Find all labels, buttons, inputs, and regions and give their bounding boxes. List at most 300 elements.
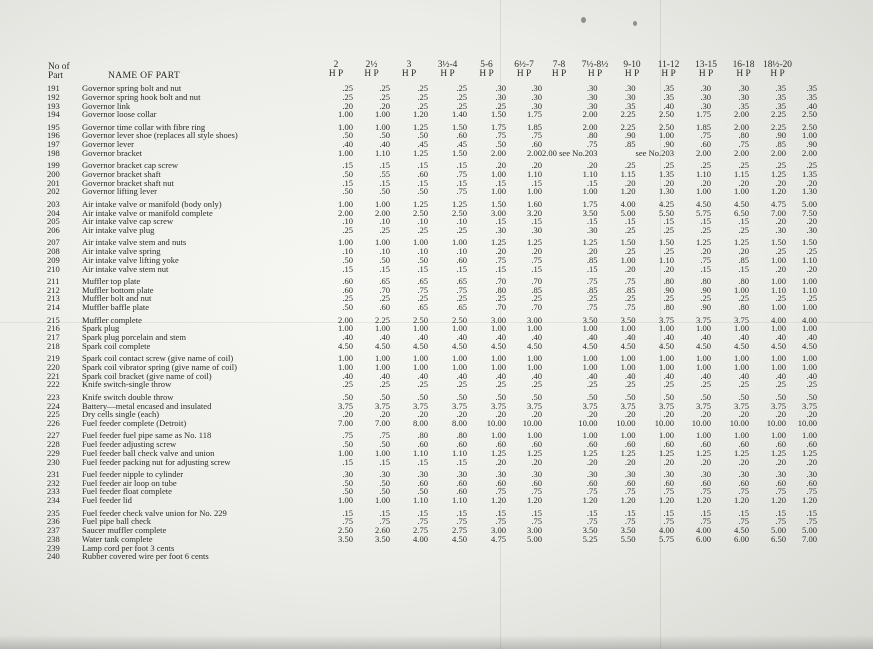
price-cell: 1.25	[413, 121, 428, 132]
price-cell: .65	[456, 275, 467, 286]
price-cell: 1.75	[491, 121, 506, 132]
price-cell: .50	[806, 391, 817, 402]
price-cell	[636, 544, 674, 553]
price-cell: 1.25	[771, 447, 786, 458]
size-header-unit: H P	[736, 69, 751, 79]
price-cell: .25	[417, 293, 428, 304]
price-cell: 1.25	[413, 147, 428, 158]
price-cell: .20	[775, 216, 786, 227]
price-cell: .60	[700, 439, 711, 450]
price-cell: .90	[663, 284, 674, 295]
price-cell: .20	[342, 100, 353, 111]
price-cell: .75	[586, 139, 598, 150]
price-cell: .40	[342, 332, 353, 343]
price-cell: .75	[417, 284, 428, 295]
price-cell	[319, 544, 353, 553]
price-cell: .40	[700, 332, 711, 343]
price-cell: .20	[624, 409, 636, 420]
price-cell: .15	[495, 263, 506, 274]
price-cell: 1.00	[659, 430, 674, 441]
price-cell: 1.00	[452, 323, 467, 334]
price-cell: .80	[663, 275, 674, 286]
price-cell: 1.00	[338, 237, 353, 248]
price-cell: .60	[417, 477, 428, 488]
price-cell: .75	[700, 486, 711, 497]
price-cell: 2.00	[375, 207, 390, 218]
price-cell: 4.00	[659, 525, 674, 536]
part-name: Air intake valve stem and nuts	[82, 237, 187, 248]
price-cell	[542, 552, 598, 561]
price-cell: 1.00	[771, 323, 786, 334]
price-cell: .50	[379, 391, 390, 402]
price-cell: 4.50	[491, 340, 506, 351]
price-cell: .35	[806, 83, 817, 93]
part-name: Water tank complete	[82, 533, 153, 544]
price-cell: .20	[531, 246, 542, 257]
price-cell: .80	[738, 302, 749, 313]
price-cell: .25	[531, 379, 542, 390]
price-cell: 1.00	[734, 284, 749, 295]
price-cell: .40	[775, 370, 786, 381]
size-header-hp: 2½	[365, 60, 378, 70]
price-cell: .25	[624, 293, 636, 304]
price-cell	[749, 544, 786, 553]
price-cell: .25	[738, 160, 749, 171]
price-cell: .10	[379, 246, 390, 257]
price-cell: 5.00	[771, 525, 786, 536]
price-cell: .15	[531, 177, 542, 188]
price-cell: .10	[417, 216, 428, 227]
price-cell: .20	[700, 177, 711, 188]
part-name: Air intake valve stem nut	[82, 263, 169, 274]
price-cell: 2.00	[734, 109, 749, 120]
price-cell: 1.00	[771, 254, 786, 265]
price-cell	[598, 149, 636, 158]
price-cell: .75	[495, 516, 506, 527]
price-cell: .75	[342, 430, 353, 441]
price-cell: .40	[700, 370, 711, 381]
price-cell: .75	[624, 486, 636, 497]
price-cell: .50	[379, 477, 390, 488]
price-cell	[542, 544, 598, 553]
price-cell: 1.20	[527, 495, 542, 506]
price-cell	[319, 552, 353, 561]
price-cell	[711, 552, 749, 561]
price-cell: .80	[456, 430, 467, 441]
price-cell: .65	[417, 275, 428, 286]
part-name: Muffler bottom plate	[82, 284, 154, 295]
price-cell: .75	[624, 275, 636, 286]
price-cell: 3.00	[527, 314, 542, 325]
price-cell: 2.60	[375, 525, 390, 536]
part-name: Battery—metal encased and insulated	[82, 400, 212, 411]
price-cell: .70	[531, 302, 542, 313]
part-name: Knife switch double throw	[82, 391, 174, 402]
part-name: Governor bracket	[82, 147, 143, 158]
price-cell: .15	[342, 160, 353, 171]
price-cell: .15	[700, 263, 711, 274]
price-cell: .20	[624, 456, 636, 467]
size-header-unit: H P	[440, 69, 455, 79]
price-cell: 1.00	[582, 361, 598, 372]
price-cell: .25	[700, 160, 711, 171]
price-cell: 1.00	[802, 353, 817, 364]
part-number: 234	[47, 495, 60, 506]
part-name: Governor spring hook bolt and nut	[82, 91, 201, 102]
price-cell: 10.00	[797, 418, 817, 428]
price-cell: 4.50	[527, 340, 542, 351]
part-number: 217	[47, 332, 60, 343]
part-name: Governor time collar with fibre ring	[82, 121, 206, 132]
price-cell: .25	[342, 225, 353, 236]
size-header	[390, 61, 428, 79]
price-cell: 1.10	[413, 495, 428, 506]
price-cell: 1.00	[338, 353, 353, 364]
price-cell: 3.75	[491, 400, 506, 411]
price-cell: 4.00	[620, 198, 636, 209]
price-cell: 2.25	[620, 109, 636, 120]
price-cell: 6.50	[734, 207, 749, 218]
price-cell: .40	[624, 370, 636, 381]
price-cell: 10.00	[691, 418, 711, 428]
price-cell: 1.00	[413, 323, 428, 334]
price-cell: 4.50	[659, 340, 674, 351]
price-cell: 1.10	[452, 495, 467, 506]
price-cell: .25	[342, 83, 353, 93]
price-cell: .15	[342, 456, 353, 467]
price-cell: .75	[379, 516, 390, 527]
price-cell: 1.25	[413, 198, 428, 209]
part-number: 204	[47, 207, 60, 218]
price-cell: 2.00	[491, 147, 506, 158]
price-cell: .60	[495, 477, 506, 488]
size-header-hp: 9-10	[623, 60, 641, 70]
price-cell: .75	[775, 486, 786, 497]
price-cell: 1.00	[491, 186, 506, 197]
price-cell: 4.50	[452, 533, 467, 544]
part-number: 197	[47, 139, 60, 150]
price-cell: .40	[456, 332, 467, 343]
price-cell: .60	[700, 477, 711, 488]
price-cell: .75	[379, 430, 390, 441]
price-cell: .50	[663, 391, 674, 402]
price-cell: .75	[495, 486, 506, 497]
price-cell: .30	[531, 91, 542, 102]
part-number: 223	[47, 391, 60, 402]
price-cell	[674, 544, 711, 553]
price-cell: .30	[531, 83, 542, 93]
price-cell: .20	[806, 456, 817, 467]
part-name: Fuel pipe ball check	[82, 516, 152, 527]
price-cell: 3.75	[375, 400, 390, 411]
price-cell: 3.50	[582, 314, 598, 325]
part-number: 193	[47, 100, 60, 111]
part-name: Muffler baffle plate	[82, 302, 150, 313]
price-cell: .60	[417, 439, 428, 450]
price-cell: .45	[456, 139, 467, 150]
part-number: 192	[47, 91, 60, 102]
price-cell: 1.00	[582, 323, 598, 334]
price-cell: .15	[738, 216, 749, 227]
price-cell: 7.50	[802, 207, 817, 218]
price-cell: .15	[663, 507, 674, 518]
part-number: 237	[47, 525, 60, 536]
price-cell: .75	[624, 516, 636, 527]
price-cell: .25	[700, 293, 711, 304]
price-cell: 1.00	[734, 186, 749, 197]
price-cell: .60	[531, 139, 542, 150]
price-cell: .15	[342, 263, 353, 274]
price-cell: .25	[417, 100, 428, 111]
part-number: 236	[47, 516, 60, 527]
price-cell: 1.00	[802, 302, 817, 313]
price-cell: 3.50	[338, 533, 353, 544]
price-cell: .60	[775, 477, 786, 488]
price-cell: .30	[738, 83, 749, 93]
part-name: Knife switch-single throw	[82, 379, 172, 390]
price-cell: 1.50	[491, 109, 506, 120]
price-cell: .15	[495, 177, 506, 188]
part-number: 207	[47, 237, 60, 248]
part-name: Governor link	[82, 100, 131, 111]
price-cell: .75	[456, 168, 467, 179]
price-cell: .50	[495, 139, 506, 150]
part-name: Saucer muffler complete	[82, 525, 167, 536]
price-cell: .50	[417, 130, 428, 141]
part-number: 194	[47, 109, 60, 120]
size-header-unit: H P	[624, 69, 640, 79]
price-cell: .30	[624, 83, 636, 93]
table-row	[47, 273, 817, 285]
price-cell: 1.10	[452, 447, 467, 458]
price-cell: 1.00	[375, 353, 390, 364]
price-cell: .60	[624, 439, 636, 450]
price-cell: .25	[586, 379, 598, 390]
price-cell: 3.75	[659, 314, 674, 325]
price-cell: .35	[624, 100, 636, 111]
price-cell: .20	[806, 263, 817, 274]
price-cell: 2.25	[375, 314, 390, 325]
price-cell	[428, 544, 467, 553]
price-cell: .20	[624, 263, 636, 274]
size-header	[725, 61, 762, 79]
price-cell: .30	[738, 468, 749, 479]
price-cell: .65	[456, 302, 467, 313]
price-cell: 7.00	[338, 418, 353, 428]
price-cell	[506, 544, 542, 553]
price-cell: 1.00	[375, 323, 390, 334]
price-cell: .20	[700, 456, 711, 467]
price-cell: .75	[806, 516, 817, 527]
price-cell: 1.20	[582, 495, 598, 506]
price-cell: .75	[738, 486, 749, 497]
price-cell: .35	[775, 100, 786, 111]
part-name: Governor bracket cap screw	[82, 160, 179, 171]
price-cell: .15	[379, 177, 390, 188]
part-name: Fuel feeder complete (Detroit)	[82, 418, 187, 428]
part-number: 196	[47, 130, 60, 141]
price-cell: .85	[586, 254, 598, 265]
price-cell: 1.25	[527, 237, 542, 248]
price-cell: .30	[624, 91, 636, 102]
part-number: 191	[47, 83, 60, 93]
price-cell: 2.00	[582, 121, 598, 132]
price-cell: 4.00	[413, 533, 428, 544]
price-cell: .60	[495, 439, 506, 450]
price-cell	[467, 544, 506, 553]
price-cell: .90	[806, 139, 817, 150]
table-row	[47, 552, 817, 561]
price-cell: .20	[531, 409, 542, 420]
price-cell: 1.00	[338, 121, 353, 132]
price-cell: .40	[379, 139, 390, 150]
price-cell: see No.203	[635, 147, 674, 158]
price-cell: 1.50	[659, 237, 674, 248]
part-number: 214	[47, 302, 60, 313]
price-cell: .35	[738, 100, 749, 111]
price-cell: .20	[663, 409, 674, 420]
price-cell: 1.00	[338, 198, 353, 209]
part-number: 216	[47, 323, 60, 334]
price-cell: .25	[379, 293, 390, 304]
price-cell: 1.25	[696, 237, 711, 248]
price-cell: 1.00	[659, 353, 674, 364]
price-cell: .30	[586, 83, 598, 93]
price-cell: 4.75	[491, 533, 506, 544]
price-cell: 4.50	[338, 340, 353, 351]
price-cell: .75	[531, 486, 542, 497]
price-cell: .85	[624, 139, 636, 150]
part-number: 199	[47, 160, 60, 171]
price-cell: 2.00	[802, 147, 817, 158]
price-cell: .60	[775, 439, 786, 450]
price-cell: 2.00	[338, 207, 353, 218]
price-cell: .25	[456, 225, 467, 236]
price-cell: 1.00	[491, 168, 506, 179]
part-number: 202	[47, 186, 60, 197]
part-name: Air intake valve spring	[82, 246, 161, 257]
price-cell: 1.00	[802, 430, 817, 441]
price-cell: 3.75	[659, 400, 674, 411]
price-cell: 3.00	[491, 314, 506, 325]
price-cell: 1.00	[527, 353, 542, 364]
price-cell: 4.25	[659, 198, 674, 209]
price-cell: .25	[624, 379, 636, 390]
size-header-unit: H P	[516, 69, 532, 79]
price-cell: .30	[700, 468, 711, 479]
price-cell: 1.20	[696, 495, 711, 506]
price-cell: 5.75	[659, 533, 674, 544]
price-cell: .75	[738, 516, 749, 527]
price-cell: .60	[456, 477, 467, 488]
price-cell: 4.50	[582, 340, 598, 351]
price-cell: 5.00	[802, 525, 817, 536]
price-cell: .25	[663, 293, 674, 304]
price-cell: .15	[456, 263, 467, 274]
price-cell: 1.00	[582, 430, 598, 441]
part-name: Fuel feeder adjusting screw	[82, 439, 177, 450]
price-cell: 1.00	[771, 430, 786, 441]
part-name: Fuel feeder float complete	[82, 486, 172, 497]
price-cell: .40	[495, 370, 506, 381]
price-cell: 1.00	[338, 495, 353, 506]
part-number: 221	[47, 370, 60, 381]
price-cell: .20	[775, 177, 786, 188]
price-cell: 3.50	[620, 314, 636, 325]
paper-edge-shadow	[0, 635, 873, 649]
price-cell: .80	[586, 130, 598, 141]
price-cell: .25	[663, 225, 674, 236]
price-cell: 1.30	[802, 186, 817, 197]
price-cell: 1.00	[413, 353, 428, 364]
price-cell: .75	[531, 516, 542, 527]
price-cell: .25	[495, 100, 506, 111]
price-cell: .20	[700, 246, 711, 257]
price-cell: 1.00	[696, 186, 711, 197]
price-cell: .15	[417, 177, 428, 188]
price-cell: .20	[586, 456, 598, 467]
part-number: 240	[47, 551, 60, 562]
price-cell	[674, 552, 711, 561]
part-number: 195	[47, 121, 60, 132]
part-name: Lamp cord per foot 3 cents	[82, 542, 175, 553]
price-cell: .30	[663, 468, 674, 479]
price-cell: 1.20	[659, 495, 674, 506]
price-cell: .20	[806, 177, 817, 188]
price-cell: .15	[663, 216, 674, 227]
price-cell: .50	[624, 391, 636, 402]
price-cell: .40	[531, 370, 542, 381]
part-number: 220	[47, 361, 60, 372]
table-row	[47, 196, 817, 208]
price-cell: .40	[806, 100, 817, 111]
part-name: Air intake valve or manifold (body only)	[82, 198, 222, 209]
part-number: 233	[47, 486, 60, 497]
price-cell: .75	[342, 516, 353, 527]
price-cell: .15	[379, 160, 390, 171]
size-header-hp: 16-18	[732, 60, 755, 70]
price-cell: .25	[663, 379, 674, 390]
price-cell: .75	[586, 516, 598, 527]
price-cell: 1.00	[582, 186, 598, 197]
price-cell: .50	[417, 391, 428, 402]
size-header	[353, 61, 390, 79]
table-row	[47, 419, 817, 428]
price-cell: 10.00	[729, 418, 749, 428]
price-cell: 1.20	[620, 186, 636, 197]
price-cell: .25	[738, 293, 749, 304]
price-cell: .75	[738, 139, 749, 150]
size-header-hp: 2	[333, 60, 339, 70]
price-cell	[786, 552, 817, 561]
price-cell: .75	[663, 486, 674, 497]
price-cell: 1.00	[659, 323, 674, 334]
price-cell: 1.00	[620, 254, 636, 265]
price-cell: .50	[456, 391, 467, 402]
price-cell: .20	[738, 456, 749, 467]
price-cell: .60	[806, 477, 817, 488]
part-number: 227	[47, 430, 60, 441]
price-cell: 1.00	[771, 302, 786, 313]
price-cell: .30	[495, 225, 506, 236]
table-row	[47, 389, 817, 401]
part-number: 210	[47, 263, 60, 274]
price-cell: .15	[531, 216, 542, 227]
price-cell: .20	[495, 409, 506, 420]
price-cell: .60	[586, 439, 598, 450]
price-cell: .30	[738, 91, 749, 102]
price-cell: .75	[495, 130, 506, 141]
